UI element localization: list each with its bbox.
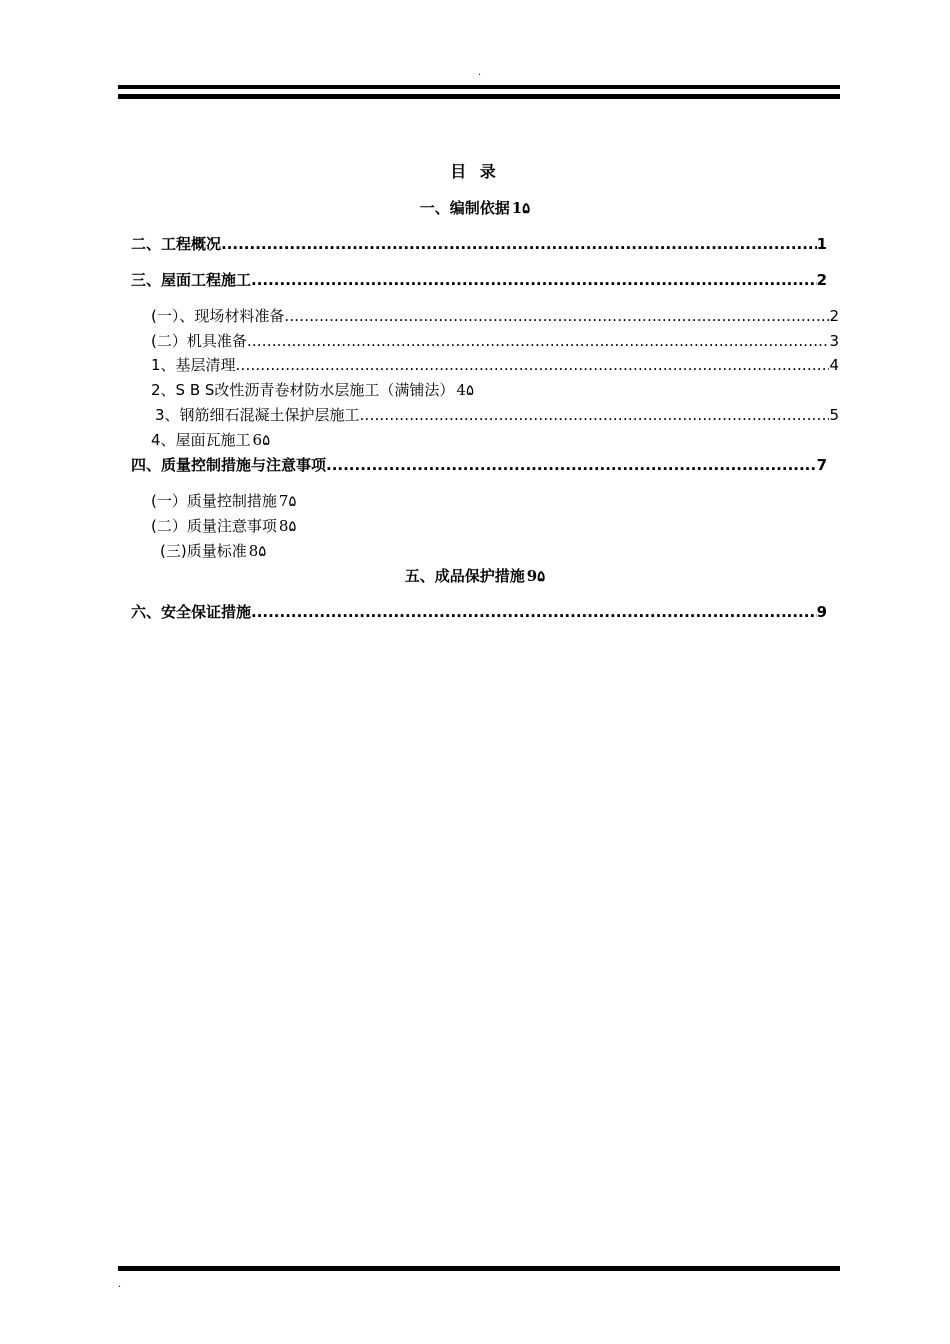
toc-entry-page: 8۵ [278,517,297,535]
toc-entry-label: 五、成品保护措施 [404,567,525,585]
toc-entry-step-1 [151,355,839,375]
toc-entry-page: 4 [829,356,839,374]
toc-entry-step-3 [155,405,839,425]
toc-entry-page: 2 [816,271,827,289]
toc-entry-page: 7 [816,456,827,474]
leader-dots [251,602,817,622]
toc-entry-1 [0,198,950,218]
toc-entry-page: 2 [829,307,839,325]
toc-entry-page: 9 [816,603,827,621]
toc-entry-4-1 [151,491,296,511]
toc-entry-page: 1۵ [511,199,531,217]
footer-rule [118,1266,840,1271]
toc-entry-label: (二）质量注意事项 [151,517,277,535]
header-mark: . [478,67,482,78]
toc-entry-5 [0,566,950,586]
toc-entry-label: (一）、现场材料准备 [151,307,285,325]
toc-entry-label: (一）质量控制措施 [151,492,277,510]
toc-entry-4 [131,455,827,475]
toc-entry-page: 5 [829,406,839,424]
toc-entry-page: 4۵ [456,381,475,399]
toc-entry-label: 一、编制依据 [419,199,510,217]
toc-title: 目 录 [450,162,500,181]
toc-entry-3 [131,270,827,290]
toc-entry-label: 四、质量控制措施与注意事项 [131,456,327,474]
leader-dots [284,306,829,326]
leader-dots [360,405,830,425]
toc-entry-3-2 [151,331,839,351]
toc-entry-label: 3、钢筋细石混凝土保护层施工 [155,406,360,424]
toc-entry-step-4 [151,430,270,450]
header-rule-thick [118,94,840,99]
leader-dots [326,455,817,475]
toc-entry-page: 6۵ [252,431,271,449]
toc-entry-label: 六、安全保证措施 [131,603,252,621]
toc-entry-label: 三、屋面工程施工 [131,271,252,289]
toc-entry-step-2 [151,380,474,400]
leader-dots [236,355,830,375]
toc-entry-page: 8۵ [248,542,267,560]
toc-entry-label: (二）机具准备 [151,332,247,350]
header-rule-thin [118,85,840,89]
toc-entry-3-1 [151,306,839,326]
toc-entry-4-2 [151,516,296,536]
leader-dots [251,270,817,290]
toc-entry-page: 3 [829,332,839,350]
leader-dots [247,331,830,351]
toc-entry-2 [131,234,827,254]
toc-entry-6 [131,602,827,622]
toc-entry-label: (三)质量标准 [160,542,247,560]
toc-entry-page: 7۵ [278,492,297,510]
toc-entry-label: 1、基层清理 [151,356,236,374]
leader-dots [221,234,817,254]
toc-entry-label: 2、S B S改性沥青卷材防水层施工（满铺法） [151,381,455,399]
toc-entry-label: 二、工程概况 [131,235,222,253]
footer-mark: . [118,1279,122,1290]
toc-entry-label: 4、屋面瓦施工 [151,431,251,449]
toc-entry-page: 9۵ [526,567,546,585]
toc-entry-4-3 [160,541,266,561]
toc-entry-page: 1 [816,235,827,253]
